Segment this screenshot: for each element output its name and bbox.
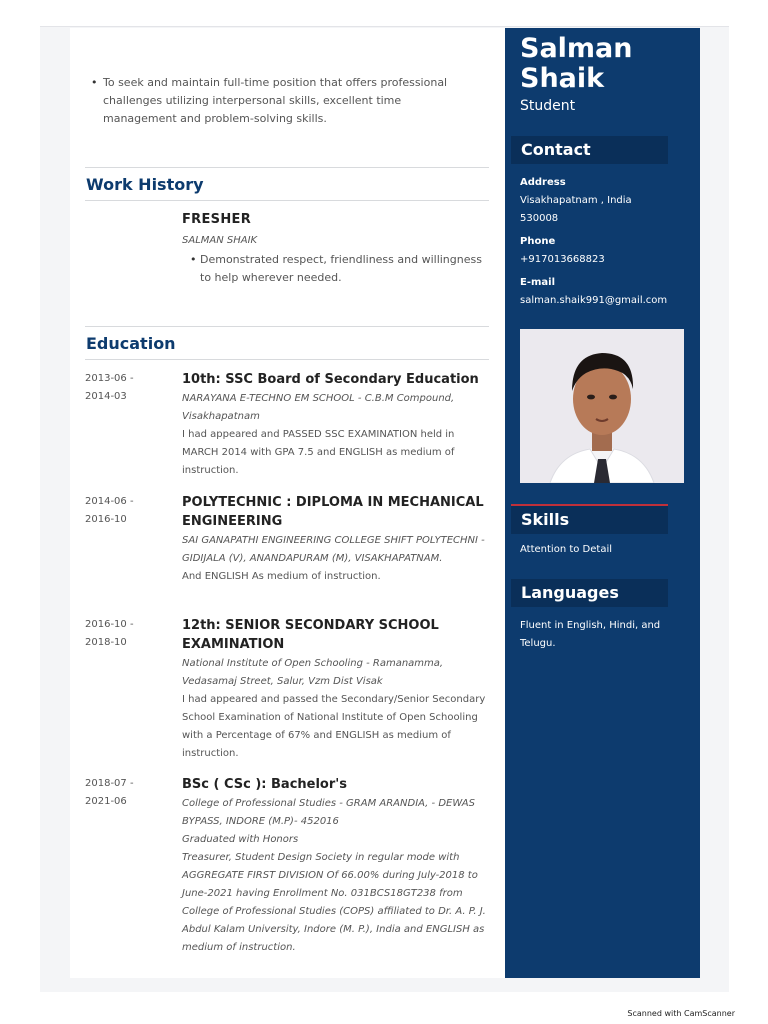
languages-heading: Languages [511,579,668,607]
date-end: 2021-06 [85,796,127,807]
address-label: Address [520,177,566,188]
education-body [182,370,492,480]
skills-heading: Skills [511,506,668,534]
education-degree: POLYTECHNIC : DIPLOMA IN MECHANICAL ENGINEERING [182,495,484,529]
job-bullets [190,251,485,287]
education-honors: Graduated with Honors [182,834,299,845]
job-company: SALMAN SHAIK [182,235,258,246]
education-degree: 10th: SSC Board of Secondary Education [182,372,479,387]
education-school: SAI GANAPATHI ENGINEERING COLLEGE SHIFT POLYTECHNI - GIDIJALA (V), ANANDAPURAM (M), VISAKHAPATNAM. [182,535,485,564]
date-start: 2013-06 - [85,373,134,384]
education-body [182,775,492,957]
job-bullet: • Demonstrated respect, friendliness and willingness to help wherever needed. [190,251,485,287]
education-description: I had appeared and passed the Secondary/Senior Secondary School Examination of National Institute of Open Schooling with a Percentage of 67% and ENGLISH as medium of instruction. [182,694,486,759]
date-start: 2018-07 - [85,778,134,789]
date-start: 2014-06 - [85,496,134,507]
education-date [85,370,155,406]
date-end: 2016-10 [85,514,127,525]
divider [85,326,489,327]
profile-photo [520,329,684,483]
date-start: 2016-10 - [85,619,134,630]
divider [85,359,489,360]
education-body [182,616,492,763]
education-body [182,493,492,586]
name-first: Salman [520,33,633,64]
date-end: 2018-10 [85,637,127,648]
education-date [85,493,155,529]
name-last: Shaik [520,63,605,94]
skill-item: Attention to Detail [520,544,613,555]
candidate-name [520,34,633,94]
education-description: I had appeared and PASSED SSC EXAMINATION held in MARCH 2014 with GPA 7.5 and ENGLISH as medium of instruction. [182,429,455,476]
education-description: Treasurer, Student Design Society in regular mode with AGGREGATE FIRST DIVISION Of 66.00% during July-2018 to June-2021 having Enrollment No. 031BCS18GT238 from College of Professional Studies (COPS) affiliated to Dr. A. P. J. Abdul Kalam University, Indore (M. P.), India and ENGLISH as medium of instruction. [182,852,486,953]
resume-page [70,28,700,978]
job-title: FRESHER [182,212,252,227]
divider [85,167,489,168]
sidebar [505,28,700,978]
education-description: And ENGLISH As medium of instruction. [182,571,381,582]
education-school: NARAYANA E-TECHNO EM SCHOOL - C.B.M Compound, Visakhapatnam [182,393,455,422]
email-value: salman.shaik991@gmail.com [520,295,668,306]
education-date [85,775,155,811]
phone-value: +917013668823 [520,254,605,265]
contact-heading: Contact [511,136,668,164]
education-school: National Institute of Open Schooling - Ramanamma, Vedasamaj Street, Salur, Vzm Dist Visak [182,658,444,687]
email-label: E-mail [520,277,556,288]
education-heading: Education [86,334,176,353]
objective-text: • To seek and maintain full-time position that offers professional challenges utilizing interpersonal skills, excellent time management and problem-solving skills. [91,74,471,128]
camscanner-watermark: Scanned with CamScanner [627,1009,735,1018]
education-degree: 12th: SENIOR SECONDARY SCHOOL EXAMINATION [182,618,439,652]
education-degree: BSc ( CSc ): Bachelor's [182,777,347,792]
education-date [85,616,155,652]
education-school: College of Professional Studies - GRAM ARANDIA, - DEWAS BYPASS, INDORE (M.P)- 452016 [182,798,475,827]
address-value: Visakhapatnam , India 530008 [520,195,632,224]
work-history-heading: Work History [86,175,204,194]
candidate-role: Student [520,98,576,114]
objective [91,74,471,128]
languages-value: Fluent in English, Hindi, and Telugu. [520,620,661,649]
divider [85,200,489,201]
date-end: 2014-03 [85,391,127,402]
phone-label: Phone [520,236,556,247]
